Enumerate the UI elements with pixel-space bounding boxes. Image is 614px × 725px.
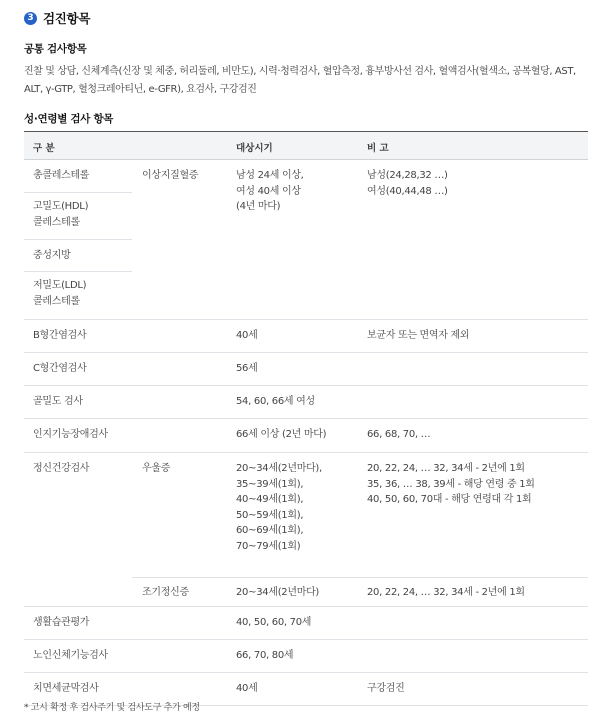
item-name: 정신건강검사: [33, 463, 90, 474]
depression-target: 20~34세(2년마다), 35~39세(1회), 40~49세(1회), 50~59세(1회), 60~69세(1회), 70~79세(1회): [236, 463, 322, 552]
row-divider: [24, 271, 132, 272]
section-title: 검진항목: [43, 11, 91, 26]
lipid-target: 남성 24세 이상, 여성 40세 이상 (4년 마다): [236, 170, 304, 212]
exam-items-table: [24, 131, 588, 706]
item-name: 치면세균막검사: [33, 683, 99, 694]
depression-note: 20, 22, 24, … 32, 34세 - 2년에 1회 35, 36, … 38, 39세 - 해당 연령 중 1회 40, 50, 60, 70대 - 해당 연령대 각 1회: [367, 463, 535, 505]
footnote: * 고시 확정 후 검사주기 및 검사도구 추가 예정: [24, 703, 200, 713]
row-divider: [24, 239, 132, 240]
item-name: C형간염검사: [33, 363, 87, 374]
table-row-hepc: [24, 353, 588, 386]
early-psychosis-note: 20, 22, 24, … 32, 34세 - 2년에 1회: [367, 587, 525, 598]
item-ldl: 저밀도(LDL) 콜레스테롤: [33, 280, 87, 307]
table-row-lifestyle: [24, 607, 588, 640]
item-note: 보균자 또는 면역자 제외: [367, 330, 470, 341]
table-row-lipid: [24, 160, 588, 320]
section-number-badge: 3: [24, 12, 37, 25]
table-row-hepb: [24, 320, 588, 353]
item-note: 66, 68, 70, …: [367, 429, 431, 440]
item-target: 40, 50, 60, 70세: [236, 617, 312, 628]
row-divider: [132, 577, 588, 578]
item-note: 구강검진: [367, 683, 405, 694]
table-header-row: [24, 131, 588, 160]
item-name: 인지기능장애검사: [33, 429, 108, 440]
common-items-title: 공통 검사항목: [24, 43, 87, 55]
early-psychosis-target: 20~34세(2년마다): [236, 587, 320, 598]
item-name: B형간염검사: [33, 330, 87, 341]
item-triglyceride: 중성지방: [33, 250, 71, 261]
section-header: [24, 9, 90, 27]
item-target: 56세: [236, 363, 258, 374]
item-target: 40세: [236, 330, 258, 341]
subitem-depression: 우울증: [142, 463, 171, 474]
header-note: 비 고: [367, 143, 389, 154]
item-target: 40세: [236, 683, 258, 694]
item-target: 54, 60, 66세 여성: [236, 396, 315, 407]
table-row-cognitive: [24, 419, 588, 453]
item-total-cholesterol: 총콜레스테롤: [33, 170, 90, 181]
group-dyslipidemia: 이상지질혈증: [142, 170, 199, 181]
item-target: 66, 70, 80세: [236, 650, 294, 661]
group-items-title: 성·연령별 검사 항목: [24, 113, 114, 125]
table-row-elderly: [24, 640, 588, 673]
table-row-bone: [24, 386, 588, 419]
item-name: 노인신체기능검사: [33, 650, 108, 661]
lipid-note: 남성(24,28,32 …) 여성(40,44,48 …): [367, 170, 448, 197]
header-category: 구 분: [33, 143, 55, 154]
row-divider: [24, 192, 132, 193]
subitem-early-psychosis: 조기정신증: [142, 587, 189, 598]
header-target: 대상시기: [236, 143, 273, 154]
item-name: 골밀도 검사: [33, 396, 83, 407]
table-row-mental-health: [24, 453, 588, 607]
common-items-text: 진찰 및 상담, 신체계측(신장 및 체중, 허리둘레, 비만도), 시력·청력검사, 혈압측정, 흉부방사선 검사, 혈액검사(혈색소, 공복혈당, AST, ALT, γ-GTP, 혈청크레아티닌, e-GFR), 요검사, 구강검진: [24, 66, 576, 95]
item-name: 생활습관평가: [33, 617, 90, 628]
item-hdl: 고밀도(HDL) 콜레스테롤: [33, 201, 89, 228]
item-target: 66세 이상 (2년 마다): [236, 429, 327, 440]
